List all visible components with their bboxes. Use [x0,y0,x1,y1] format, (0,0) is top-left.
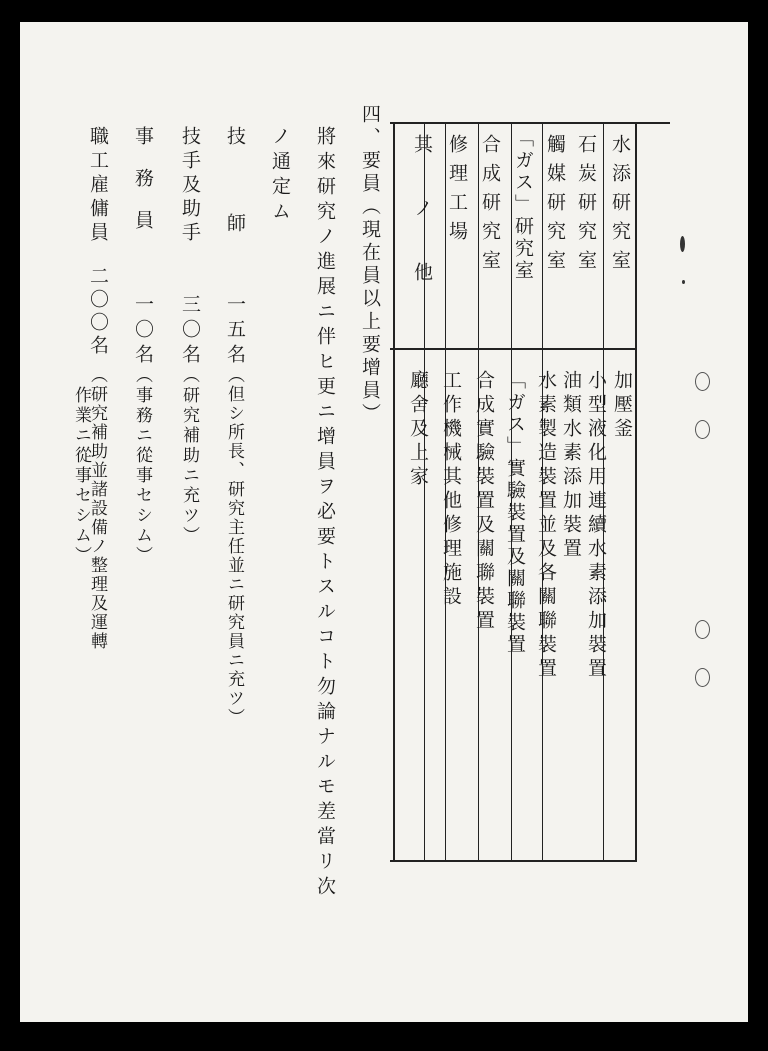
table-dept-cell: 「ガス」研究室 [512,128,534,282]
staff-note: （研究補助並諸設備ノ整理及運轉 [87,366,107,651]
section-intro: ノ通定ム [269,126,291,226]
table-equip-cell: 油類水素添加裝置 [560,370,582,562]
table-dept-cell: 石炭研究室 [575,134,597,279]
table-equip-cell: 水素製造裝置並及各關聯裝置 [535,370,557,682]
staff-count: 三〇名 [179,294,201,369]
table-top-rule [390,122,670,124]
binder-hole [695,620,710,639]
section-heading: 四、要員（現在員以上要增員） [359,104,381,426]
staff-note: （但シ所長、研究主任並ニ研究員ニ充ツ） [224,366,244,727]
staff-role: 事 務 員 [132,126,154,231]
table-equip-cell: 小型液化用連續水素添加裝置 [585,370,607,682]
binder-hole [695,668,710,687]
staff-count: 一五名 [224,294,246,369]
table-dept-cell: 觸媒研究室 [544,134,566,279]
table-dept-cell: 其ノ他 [411,134,433,326]
staff-role: 技手及助手 [179,126,201,246]
document-page [20,22,748,1022]
section-intro: 將來研究ノ進展ニ伴ヒ更ニ增員ヲ必要トスルコト勿論ナルモ差當リ次 [314,126,336,901]
table-right-rule [635,122,637,862]
binder-hole [695,420,710,439]
scan-speck [680,236,685,252]
table-left-rule [393,122,395,862]
staff-note-continued: 作業ニ從事セシム） [71,386,91,566]
scan-speck [682,280,685,284]
table-header-rule [390,348,635,350]
table-equip-cell: 合成實驗裝置及關聯裝置 [473,370,495,634]
table-dept-cell: 合成研究室 [479,134,501,279]
staff-count: 二〇〇名 [87,266,109,358]
staff-note: （研究補助ニ充ツ） [179,366,199,546]
staff-count: 一〇名 [132,294,154,369]
staff-role: 技 師 [224,126,246,242]
table-equip-cell: 「ガス」實驗裝置及關聯裝置 [504,370,526,656]
staff-note: （事務ニ從事セシム） [132,366,152,566]
table-dept-cell: 修理工場 [446,134,468,250]
table-equip-cell: 加壓釜 [611,370,633,442]
table-bottom-rule [390,860,635,862]
table-dept-cell: 水添研究室 [609,134,631,279]
binder-hole [695,372,710,391]
table-equip-cell: 工作機械其他修理施設 [440,370,462,610]
table-equip-cell: 廳舍及上家 [407,370,429,490]
staff-role: 職工雇傭員 [87,126,109,246]
